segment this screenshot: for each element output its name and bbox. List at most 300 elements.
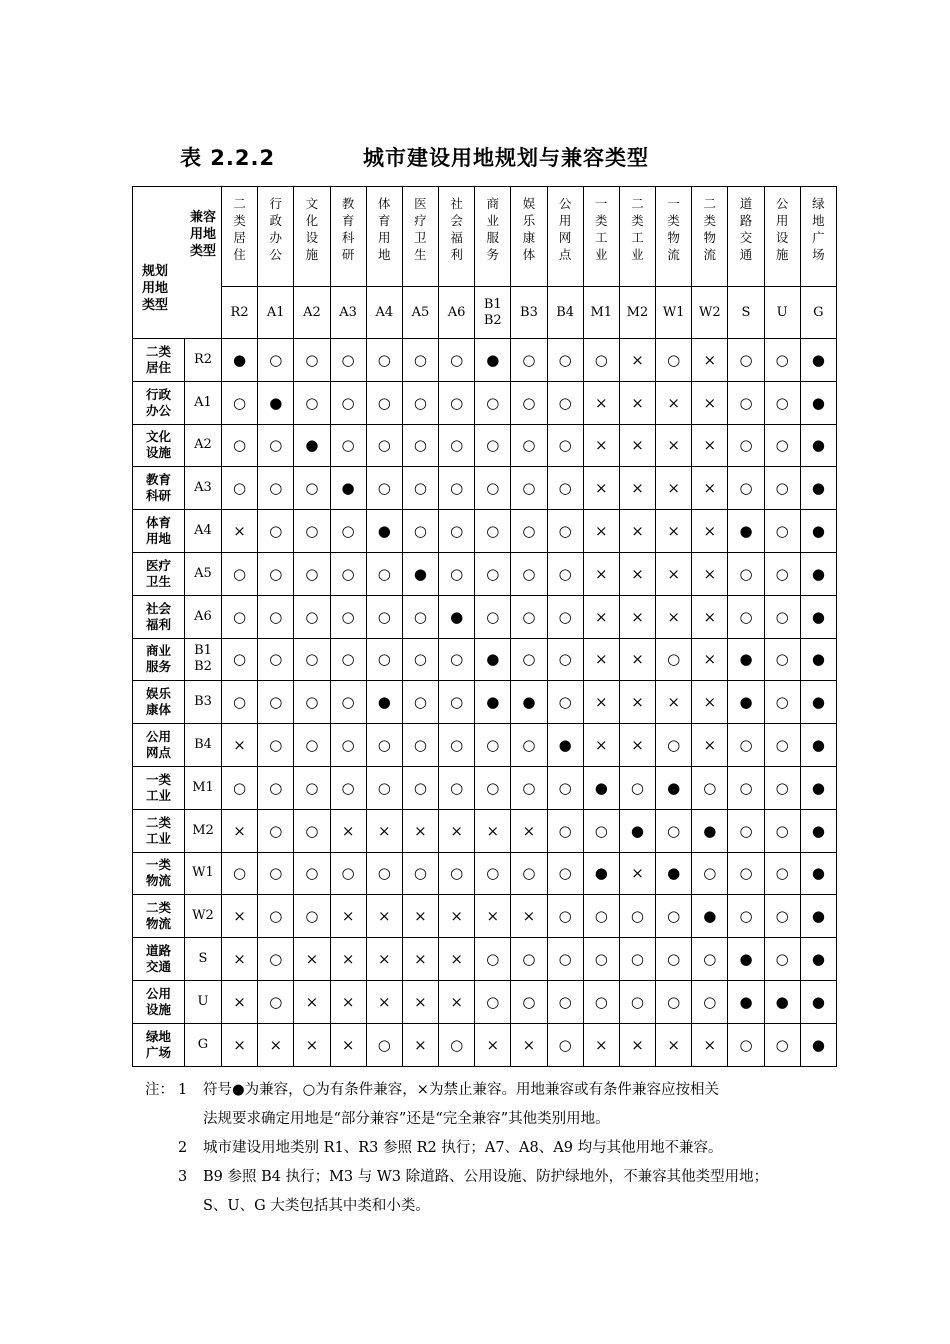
table-row: [133, 510, 837, 553]
compat-cell: ○: [294, 681, 330, 724]
note-line: [145, 1105, 825, 1134]
compat-cell: ○: [258, 638, 294, 681]
column-header-name: [222, 187, 258, 287]
compat-cell: ○: [764, 895, 800, 938]
table-row: [133, 895, 837, 938]
compat-cell: ○: [764, 381, 800, 424]
column-header-name: [366, 187, 402, 287]
row-header-code: A3: [185, 467, 222, 510]
compat-cell: ○: [330, 552, 366, 595]
row-header-code: U: [185, 980, 222, 1023]
compat-cell: ×: [402, 938, 438, 981]
compat-cell: ×: [656, 1023, 692, 1066]
row-name-text: 公用网点: [145, 729, 171, 761]
compat-cell: ○: [402, 510, 438, 553]
compat-cell: ○: [294, 467, 330, 510]
compat-cell: ○: [728, 339, 764, 382]
compat-cell: ○: [439, 852, 475, 895]
note-text: 符号●为兼容，○为有条件兼容，×为禁止兼容。用地兼容或有条件兼容应按相关: [203, 1082, 719, 1098]
compat-cell: ●: [800, 681, 836, 724]
compat-cell: ○: [366, 339, 402, 382]
compat-cell: ○: [258, 809, 294, 852]
compat-cell: ○: [258, 852, 294, 895]
column-header-code: M2: [619, 287, 655, 339]
compat-cell: ○: [728, 809, 764, 852]
compat-cell: ×: [619, 724, 655, 767]
compat-cell: ×: [619, 339, 655, 382]
row-name-text: 绿地广场: [145, 1028, 171, 1060]
compat-cell: ●: [800, 510, 836, 553]
compat-cell: ×: [692, 595, 728, 638]
table-row: [133, 467, 837, 510]
compat-cell: ○: [366, 638, 402, 681]
compat-cell: ×: [656, 424, 692, 467]
compat-cell: ×: [366, 809, 402, 852]
table-row: [133, 681, 837, 724]
compat-cell: ×: [583, 724, 619, 767]
table-number: 表 2.2.2: [180, 146, 276, 170]
row-header-name: [133, 766, 185, 809]
compat-cell: ●: [258, 381, 294, 424]
compat-cell: ○: [402, 424, 438, 467]
row-header-code: A1: [185, 381, 222, 424]
row-name-text: 行政办公: [145, 386, 171, 418]
compat-cell: ○: [764, 424, 800, 467]
compat-cell: ×: [583, 381, 619, 424]
column-header-name: [294, 187, 330, 287]
compat-cell: ●: [402, 552, 438, 595]
column-header-name: [258, 187, 294, 287]
compat-cell: ×: [692, 467, 728, 510]
compat-cell: ○: [547, 552, 583, 595]
column-name-text: 社会福利: [450, 196, 463, 262]
compat-cell: ○: [222, 424, 258, 467]
compat-cell: ×: [619, 1023, 655, 1066]
compat-cell: ×: [294, 938, 330, 981]
compat-cell: ○: [258, 510, 294, 553]
row-header-name: [133, 424, 185, 467]
column-name-text: 一类工业: [595, 196, 608, 262]
compat-cell: ●: [511, 681, 547, 724]
row-name-text: 二类工业: [145, 814, 171, 846]
compat-cell: ○: [402, 724, 438, 767]
compat-cell: ●: [800, 339, 836, 382]
compat-cell: ×: [656, 552, 692, 595]
column-name-text: 医疗卫生: [414, 196, 427, 262]
compat-cell: ●: [800, 1023, 836, 1066]
compat-cell: ○: [547, 595, 583, 638]
compat-cell: ○: [366, 424, 402, 467]
compat-cell: ×: [330, 895, 366, 938]
row-header-code: B3: [185, 681, 222, 724]
row-header-name: [133, 510, 185, 553]
compat-cell: ○: [511, 467, 547, 510]
compat-cell: ○: [728, 852, 764, 895]
compat-cell: ○: [294, 895, 330, 938]
compat-cell: ○: [222, 552, 258, 595]
table-row: [133, 938, 837, 981]
compat-cell: ○: [294, 381, 330, 424]
column-header-code: W1: [656, 287, 692, 339]
compat-cell: ○: [258, 766, 294, 809]
compat-cell: ○: [330, 424, 366, 467]
compat-cell: ●: [728, 938, 764, 981]
compat-cell: ○: [475, 595, 511, 638]
compat-cell: ●: [728, 638, 764, 681]
column-header-code: B3: [511, 287, 547, 339]
row-header-name: [133, 681, 185, 724]
compat-cell: ×: [366, 895, 402, 938]
compat-cell: ○: [656, 339, 692, 382]
compat-cell: ○: [366, 595, 402, 638]
compat-cell: ○: [475, 467, 511, 510]
compat-cell: ○: [294, 809, 330, 852]
row-name-text: 医疗卫生: [145, 557, 171, 589]
compat-cell: ○: [764, 510, 800, 553]
compat-cell: ×: [583, 595, 619, 638]
compat-cell: ○: [258, 552, 294, 595]
compat-cell: ○: [764, 467, 800, 510]
column-header-code: A2: [294, 287, 330, 339]
compat-cell: ○: [583, 895, 619, 938]
compat-cell: ○: [222, 766, 258, 809]
compat-cell: ○: [583, 809, 619, 852]
compat-cell: ○: [222, 852, 258, 895]
compat-cell: ○: [258, 980, 294, 1023]
column-name-text: 绿地广场: [812, 196, 825, 262]
compat-cell: ○: [692, 938, 728, 981]
compat-cell: ×: [656, 467, 692, 510]
compat-cell: ○: [366, 724, 402, 767]
compat-cell: ○: [475, 381, 511, 424]
compat-cell: ○: [402, 467, 438, 510]
compat-cell: ×: [222, 895, 258, 938]
compat-cell: ●: [222, 339, 258, 382]
compat-cell: ○: [547, 467, 583, 510]
note-line: [145, 1192, 825, 1221]
compat-cell: ×: [619, 638, 655, 681]
compat-cell: ○: [439, 381, 475, 424]
column-header-code: A1: [258, 287, 294, 339]
compat-cell: ○: [222, 638, 258, 681]
compat-cell: ×: [692, 510, 728, 553]
compat-cell: ○: [547, 809, 583, 852]
compat-cell: ○: [728, 424, 764, 467]
compat-cell: ○: [619, 938, 655, 981]
compat-cell: ○: [511, 938, 547, 981]
compat-cell: ●: [800, 424, 836, 467]
compat-cell: ○: [547, 938, 583, 981]
compat-cell: ○: [511, 852, 547, 895]
compat-cell: ×: [619, 381, 655, 424]
column-header-name: [764, 187, 800, 287]
compat-cell: ×: [439, 809, 475, 852]
compat-cell: ●: [475, 339, 511, 382]
compat-cell: ●: [800, 809, 836, 852]
column-header-name: [619, 187, 655, 287]
compat-cell: ○: [439, 638, 475, 681]
compat-cell: ×: [439, 895, 475, 938]
compat-cell: ×: [692, 724, 728, 767]
compat-cell: ●: [800, 938, 836, 981]
row-header-code: B4: [185, 724, 222, 767]
table-row: [133, 1023, 837, 1066]
compat-cell: ○: [511, 339, 547, 382]
compat-cell: ●: [800, 467, 836, 510]
compat-cell: ○: [258, 424, 294, 467]
compat-cell: ○: [547, 381, 583, 424]
compat-cell: ○: [764, 638, 800, 681]
note-number: 1: [178, 1082, 188, 1098]
compat-cell: ○: [222, 681, 258, 724]
compat-cell: ×: [692, 681, 728, 724]
compat-cell: ○: [728, 724, 764, 767]
compat-cell: ○: [222, 595, 258, 638]
compat-cell: ×: [619, 467, 655, 510]
compat-cell: ○: [294, 852, 330, 895]
compat-cell: ○: [366, 381, 402, 424]
compat-cell: ○: [439, 766, 475, 809]
compat-cell: ○: [511, 595, 547, 638]
compat-cell: ○: [764, 938, 800, 981]
row-name-text: 公用设施: [145, 985, 171, 1017]
compat-cell: ○: [439, 339, 475, 382]
compat-cell: ○: [439, 510, 475, 553]
compat-cell: ○: [294, 552, 330, 595]
compat-cell: ○: [764, 852, 800, 895]
compat-cell: ○: [656, 638, 692, 681]
compat-cell: ○: [656, 809, 692, 852]
compat-cell: ○: [764, 809, 800, 852]
compat-cell: ○: [619, 980, 655, 1023]
row-header-code: W2: [185, 895, 222, 938]
compat-cell: ×: [402, 895, 438, 938]
compat-cell: ○: [258, 681, 294, 724]
compat-cell: ○: [511, 638, 547, 681]
corner-column-header: 兼容用地类型: [189, 210, 216, 259]
note-line: [145, 1134, 825, 1163]
compat-cell: ●: [692, 895, 728, 938]
compat-cell: ○: [547, 852, 583, 895]
row-header-code: A4: [185, 510, 222, 553]
compat-cell: ●: [475, 638, 511, 681]
compat-cell: ○: [258, 938, 294, 981]
compat-cell: ○: [258, 724, 294, 767]
compat-cell: ●: [800, 381, 836, 424]
column-header-code: B1 B2: [475, 287, 511, 339]
compat-cell: ○: [511, 766, 547, 809]
compat-cell: ●: [619, 809, 655, 852]
column-name-text: 文化设施: [305, 196, 319, 262]
compat-cell: ○: [258, 467, 294, 510]
compat-cell: ×: [583, 552, 619, 595]
compat-cell: ○: [402, 681, 438, 724]
compat-cell: ○: [439, 1023, 475, 1066]
compat-cell: ●: [800, 895, 836, 938]
compat-cell: ○: [656, 724, 692, 767]
compat-cell: ○: [728, 467, 764, 510]
column-header-name: [800, 187, 836, 287]
compat-cell: ×: [619, 424, 655, 467]
row-header-code: A6: [185, 595, 222, 638]
compat-cell: ○: [294, 510, 330, 553]
compat-cell: ○: [728, 1023, 764, 1066]
row-header-code: S: [185, 938, 222, 981]
compat-cell: ●: [800, 980, 836, 1023]
compat-cell: ×: [222, 510, 258, 553]
compat-cell: ○: [475, 552, 511, 595]
compat-cell: ×: [330, 1023, 366, 1066]
column-header-code: A4: [366, 287, 402, 339]
compat-cell: ×: [222, 980, 258, 1023]
compat-cell: ●: [583, 852, 619, 895]
table-row: [133, 852, 837, 895]
compat-cell: ○: [475, 938, 511, 981]
compat-cell: ×: [583, 467, 619, 510]
compat-cell: ×: [583, 424, 619, 467]
compat-cell: ○: [692, 980, 728, 1023]
column-header-name: [728, 187, 764, 287]
column-header-name: [330, 187, 366, 287]
compat-cell: ×: [583, 1023, 619, 1066]
compat-cell: ●: [330, 467, 366, 510]
compat-cell: ○: [511, 381, 547, 424]
compat-cell: ○: [511, 510, 547, 553]
note-text: S、U、G 大类包括其中类和小类。: [203, 1198, 430, 1214]
column-header-code: W2: [692, 287, 728, 339]
compat-cell: ○: [475, 852, 511, 895]
row-name-text: 道路交通: [145, 943, 171, 975]
column-name-text: 二类物流: [703, 196, 717, 262]
row-name-text: 一类物流: [145, 857, 171, 889]
compat-cell: ×: [656, 381, 692, 424]
compat-cell: ○: [547, 424, 583, 467]
row-name-text: 教育科研: [145, 472, 171, 504]
compat-cell: ○: [764, 552, 800, 595]
note-text: 城市建设用地类别 R1、R3 参照 R2 执行；A7、A8、A9 均与其他用地不兼容。: [203, 1140, 723, 1156]
compat-cell: ○: [366, 766, 402, 809]
compat-cell: ○: [764, 681, 800, 724]
row-header-name: [133, 724, 185, 767]
column-header-code: A5: [402, 287, 438, 339]
row-header-name: [133, 381, 185, 424]
compat-cell: ●: [656, 852, 692, 895]
compat-cell: ○: [330, 638, 366, 681]
compat-cell: ○: [258, 595, 294, 638]
row-header-name: [133, 339, 185, 382]
compat-cell: ○: [764, 1023, 800, 1066]
compat-cell: ○: [475, 510, 511, 553]
column-name-text: 公用网点: [558, 196, 572, 262]
note-line: [145, 1076, 825, 1105]
compat-cell: ○: [330, 766, 366, 809]
compat-cell: ×: [475, 809, 511, 852]
compat-cell: ○: [439, 552, 475, 595]
compat-cell: ○: [258, 339, 294, 382]
compat-cell: ○: [583, 339, 619, 382]
row-header-name: [133, 895, 185, 938]
compat-cell: ×: [583, 510, 619, 553]
compat-cell: ○: [547, 766, 583, 809]
compat-cell: ×: [402, 1023, 438, 1066]
note-number: 3: [178, 1169, 188, 1185]
compat-cell: ○: [547, 980, 583, 1023]
compat-cell: ×: [692, 552, 728, 595]
compat-cell: ○: [764, 595, 800, 638]
compat-cell: ●: [728, 510, 764, 553]
compat-cell: ○: [366, 852, 402, 895]
compat-cell: ×: [330, 980, 366, 1023]
column-header-name: [583, 187, 619, 287]
table-row: [133, 595, 837, 638]
column-name-text: 娱乐康体: [522, 196, 536, 262]
compat-cell: ○: [728, 552, 764, 595]
compat-cell: ●: [800, 595, 836, 638]
compat-cell: ○: [583, 938, 619, 981]
table-row: [133, 552, 837, 595]
compat-cell: ×: [692, 1023, 728, 1066]
compat-cell: ×: [619, 552, 655, 595]
compat-cell: ○: [692, 852, 728, 895]
row-header-code: B1 B2: [185, 638, 222, 681]
compat-cell: ○: [511, 724, 547, 767]
compat-cell: ○: [656, 980, 692, 1023]
compat-cell: ○: [439, 681, 475, 724]
compat-cell: ●: [800, 852, 836, 895]
compat-cell: ○: [439, 424, 475, 467]
compat-cell: ○: [439, 467, 475, 510]
compat-cell: ○: [547, 895, 583, 938]
column-header-code: A3: [330, 287, 366, 339]
column-header-name: [475, 187, 511, 287]
compat-cell: ○: [475, 724, 511, 767]
compat-cell: ○: [294, 595, 330, 638]
note-prefix: 注：: [145, 1082, 174, 1098]
column-name-text: 行政办公: [269, 196, 282, 262]
compat-cell: ○: [258, 895, 294, 938]
compat-cell: ○: [656, 938, 692, 981]
table-title: [0, 142, 950, 172]
compat-cell: ○: [294, 638, 330, 681]
column-header-name: [402, 187, 438, 287]
table-row: [133, 381, 837, 424]
compat-cell: ○: [475, 766, 511, 809]
compat-cell: ○: [366, 1023, 402, 1066]
table-row: [133, 724, 837, 767]
compat-cell: ○: [547, 510, 583, 553]
compat-cell: ○: [330, 510, 366, 553]
compat-cell: ○: [402, 595, 438, 638]
compat-cell: ×: [511, 1023, 547, 1066]
compat-cell: ×: [692, 638, 728, 681]
compat-cell: ×: [511, 809, 547, 852]
column-header-code: B4: [547, 287, 583, 339]
compat-cell: ●: [800, 766, 836, 809]
column-header-code: R2: [222, 287, 258, 339]
row-header-name: [133, 852, 185, 895]
corner-row-header: 规划用地类型: [141, 264, 168, 313]
compat-cell: ●: [800, 638, 836, 681]
column-name-text: 公用设施: [775, 196, 789, 262]
row-header-code: M2: [185, 809, 222, 852]
column-name-text: 道路交通: [739, 196, 753, 262]
row-header-code: A5: [185, 552, 222, 595]
note-text: 法规要求确定用地是“部分兼容”还是“完全兼容”其他类别用地。: [203, 1111, 610, 1127]
compat-cell: ×: [330, 938, 366, 981]
compat-cell: ○: [728, 595, 764, 638]
row-name-text: 二类居住: [145, 343, 171, 375]
compat-cell: ○: [547, 339, 583, 382]
